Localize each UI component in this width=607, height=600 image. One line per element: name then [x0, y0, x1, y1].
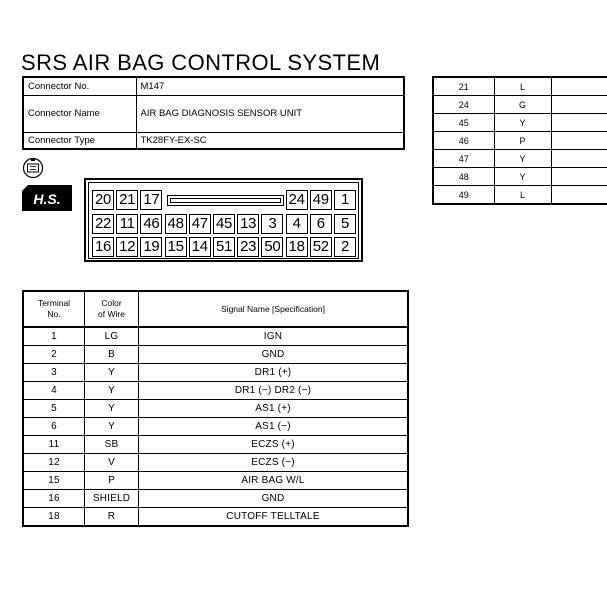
connector-info-value: AIR BAG DIAGNOSIS SENSOR UNIT	[136, 95, 404, 132]
wire-color-header: Color of Wire	[85, 291, 139, 327]
harness-side-badge	[20, 156, 74, 212]
extra-terminal-signal-cell	[551, 186, 607, 205]
connector-info-label: Connector Name	[23, 95, 136, 132]
terminal-signal-row	[23, 436, 408, 454]
wire-color-cell: B	[85, 346, 139, 364]
harness-side-label: H.S.	[33, 191, 61, 207]
extra-terminal-number-cell: 47	[433, 150, 494, 168]
signal-name-cell: AS1 (−)	[139, 418, 409, 436]
wire-color-cell: Y	[85, 418, 139, 436]
wire-color-cell: LG	[85, 327, 139, 346]
page-title: SRS AIR BAG CONTROL SYSTEM	[21, 50, 381, 75]
connector-pin-51: 51	[213, 237, 235, 257]
connector-pin-21: 21	[116, 190, 138, 210]
connector-pin-16: 16	[92, 237, 114, 257]
connector-pin-22: 22	[92, 214, 114, 234]
connector-pin-47: 47	[189, 214, 211, 234]
signal-name-cell: IGN	[139, 327, 409, 346]
signal-name-cell: ECZS (−)	[139, 454, 409, 472]
extra-terminal-signal-cell	[551, 132, 607, 150]
terminal-number-cell: 1	[23, 327, 85, 346]
connector-info-label: Connector No.	[23, 77, 136, 95]
extra-terminal-signal-cell	[551, 150, 607, 168]
connector-pin-48: 48	[165, 214, 187, 234]
connector-pin-20: 20	[92, 190, 114, 210]
extra-terminal-row	[433, 77, 607, 96]
terminal-number-cell: 5	[23, 400, 85, 418]
extra-terminal-signal-cell	[551, 168, 607, 186]
terminal-signal-row	[23, 490, 408, 508]
wire-color-cell: SHIELD	[85, 490, 139, 508]
terminal-number-cell: 18	[23, 508, 85, 527]
extra-terminal-row	[433, 96, 607, 114]
extra-terminal-body	[433, 77, 607, 204]
terminal-signal-header	[23, 291, 408, 327]
wire-color-cell: Y	[85, 400, 139, 418]
connector-pin-19: 19	[140, 237, 162, 257]
connector-pin-4: 4	[286, 214, 308, 234]
extra-terminal-signal-cell	[551, 77, 607, 96]
connector-info-label: Connector Type	[23, 132, 136, 149]
connector-pin-46: 46	[140, 214, 162, 234]
signal-name-cell: DR1 (−) DR2 (−)	[139, 382, 409, 400]
extra-terminal-row	[433, 114, 607, 132]
extra-terminal-number-cell: 48	[433, 168, 494, 186]
terminal-number-cell: 6	[23, 418, 85, 436]
wire-color-cell: P	[85, 472, 139, 490]
connector-pin-17: 17	[140, 190, 162, 210]
terminal-number-cell: 11	[23, 436, 85, 454]
connector-pin-52: 52	[310, 237, 332, 257]
wire-color-cell: V	[85, 454, 139, 472]
terminal-signal-body	[23, 327, 408, 526]
connector-pin-45: 45	[213, 214, 235, 234]
signal-name-cell: GND	[139, 490, 409, 508]
terminal-number-cell: 15	[23, 472, 85, 490]
terminal-signal-row	[23, 454, 408, 472]
signal-name-cell: AS1 (+)	[139, 400, 409, 418]
terminal-number-cell: 4	[23, 382, 85, 400]
terminal-signal-row	[23, 508, 408, 527]
terminal-signal-table	[22, 290, 409, 527]
terminal-signal-row	[23, 364, 408, 382]
terminal-number-cell: 16	[23, 490, 85, 508]
connector-pin-5: 5	[334, 214, 356, 234]
signal-name-cell: AIR BAG W/L	[139, 472, 409, 490]
extra-terminal-color-cell: Y	[494, 150, 551, 168]
terminal-signal-row	[23, 346, 408, 364]
extra-terminal-color-cell: Y	[494, 114, 551, 132]
signal-name-cell: DR1 (+)	[139, 364, 409, 382]
terminal-signal-row	[23, 327, 408, 346]
connector-info-value: M147	[136, 77, 404, 95]
extra-terminal-number-cell: 49	[433, 186, 494, 205]
signal-name-cell: GND	[139, 346, 409, 364]
connector-face-diagram	[84, 178, 363, 262]
connector-pin-50: 50	[261, 237, 283, 257]
extra-terminal-color-cell: G	[494, 96, 551, 114]
connector-pin-3: 3	[261, 214, 283, 234]
extra-terminal-row	[433, 132, 607, 150]
wire-color-cell: SB	[85, 436, 139, 454]
extra-terminal-number-cell: 45	[433, 114, 494, 132]
connector-pin-14: 14	[189, 237, 211, 257]
extra-terminal-color-cell: L	[494, 77, 551, 96]
terminal-signal-row	[23, 472, 408, 490]
extra-terminal-color-cell: Y	[494, 168, 551, 186]
connector-pin-1: 1	[334, 190, 356, 210]
connector-lock-bar	[167, 195, 284, 206]
extra-terminal-table	[432, 76, 607, 205]
connector-pin-23: 23	[237, 237, 259, 257]
wire-color-cell: Y	[85, 382, 139, 400]
extra-terminal-row	[433, 186, 607, 205]
terminal-signal-row	[23, 382, 408, 400]
connector-info-body	[23, 77, 404, 149]
extra-terminal-signal-cell	[551, 96, 607, 114]
extra-terminal-signal-cell	[551, 114, 607, 132]
connector-pin-2: 2	[334, 237, 356, 257]
signal-name-cell: CUTOFF TELLTALE	[139, 508, 409, 527]
extra-terminal-row	[433, 150, 607, 168]
terminal-number-header: Terminal No.	[23, 291, 85, 327]
extra-terminal-color-cell: P	[494, 132, 551, 150]
connector-info-row	[23, 77, 404, 95]
terminal-signal-row	[23, 400, 408, 418]
terminal-number-cell: 12	[23, 454, 85, 472]
extra-terminal-color-cell: L	[494, 186, 551, 205]
signal-name-header: Signal Name [Specification]	[139, 291, 409, 327]
connector-face-icon	[24, 158, 43, 178]
connector-pin-18: 18	[286, 237, 308, 257]
connector-pin-6: 6	[310, 214, 332, 234]
connector-pin-13: 13	[237, 214, 259, 234]
connector-pin-12: 12	[116, 237, 138, 257]
connector-info-row	[23, 132, 404, 149]
terminal-number-cell: 3	[23, 364, 85, 382]
extra-terminal-number-cell: 46	[433, 132, 494, 150]
terminal-number-cell: 2	[23, 346, 85, 364]
extra-terminal-number-cell: 21	[433, 77, 494, 96]
connector-pin-11: 11	[116, 214, 138, 234]
signal-name-cell: ECZS (+)	[139, 436, 409, 454]
wire-color-cell: Y	[85, 364, 139, 382]
connector-pin-15: 15	[165, 237, 187, 257]
terminal-signal-row	[23, 418, 408, 436]
wire-color-cell: R	[85, 508, 139, 527]
connector-info-value: TK28FY-EX-SC	[136, 132, 404, 149]
extra-terminal-row	[433, 168, 607, 186]
connector-lock-bar-inner	[170, 198, 281, 203]
connector-pin-49: 49	[310, 190, 332, 210]
connector-pin-24: 24	[286, 190, 308, 210]
extra-terminal-number-cell: 24	[433, 96, 494, 114]
connector-info-table	[22, 76, 405, 150]
terminal-signal-header-row	[23, 291, 408, 327]
connector-info-row	[23, 95, 404, 132]
